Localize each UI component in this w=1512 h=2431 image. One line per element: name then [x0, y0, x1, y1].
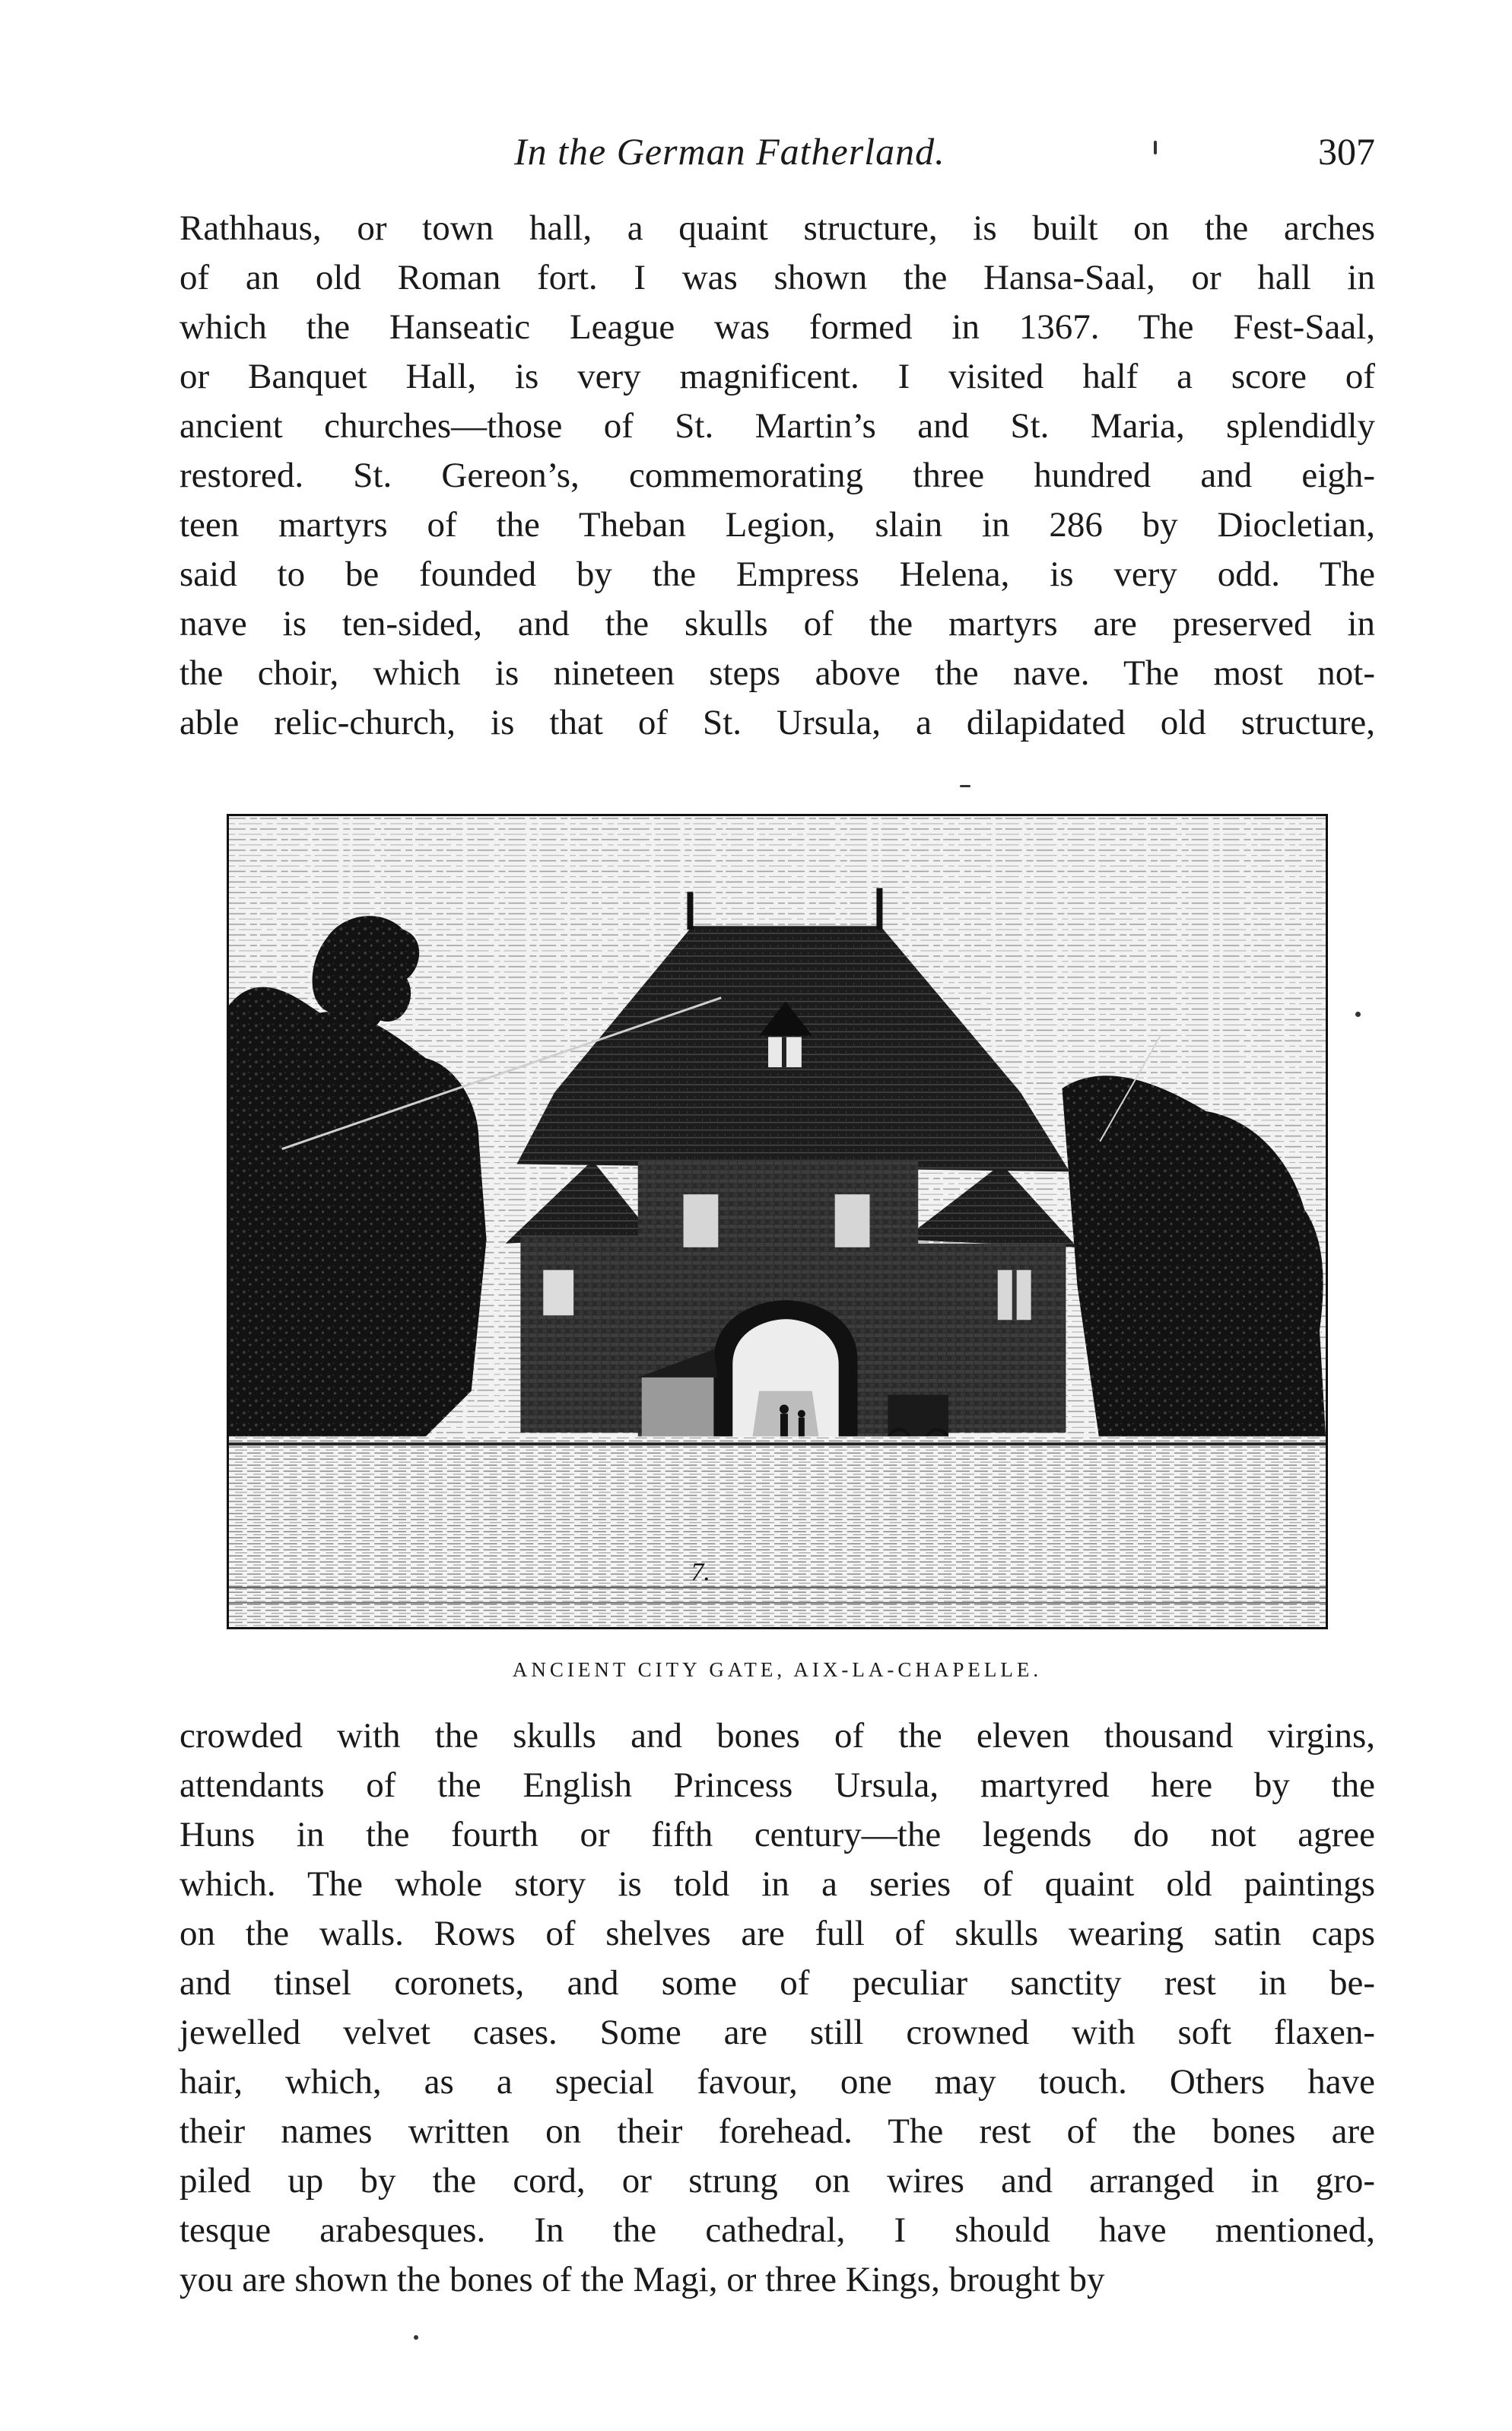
text-line: said to be founded by the Empress Helena, is very odd. The — [179, 555, 1375, 594]
ink-speck — [960, 785, 970, 787]
paragraph-1 — [179, 204, 1375, 748]
text-line: their names written on their forehead. The rest of the bones are — [179, 2112, 1375, 2151]
engraver-mark: 7. — [691, 1558, 710, 1587]
text-line: restored. St. Gereon’s, commemorating three hundred and eigh- — [179, 456, 1375, 495]
figure-caption: ANCIENT CITY GATE, AIX-LA-CHAPELLE. — [512, 1658, 1043, 1681]
text-line: the choir, which is nineteen steps above the nave. The most not- — [179, 653, 1375, 693]
ink-speck — [1355, 1012, 1361, 1017]
page-number: 307 — [1318, 130, 1375, 173]
text-line: attendants of the English Princess Ursula, martyred here by the — [179, 1765, 1375, 1805]
text-line: and tinsel coronets, and some of peculiar sanctity rest in be- — [179, 1963, 1375, 2003]
text-line: ancient churches—those of St. Martin’s and St. Maria, splendidly — [179, 406, 1375, 446]
text-line: on the walls. Rows of shelves are full of skulls wearing satin caps — [179, 1914, 1375, 1953]
paragraph-2 — [179, 1711, 1375, 2305]
text-line: which the Hanseatic League was formed in 1367. The Fest-Saal, — [179, 307, 1375, 347]
text-line: you are shown the bones of the Magi, or three Kings, brought by — [179, 2260, 1105, 2299]
city-gate-illustration — [229, 816, 1326, 1627]
text-line: able relic-church, is that of St. Ursula, a dilapidated old structure, — [179, 703, 1375, 742]
text-line: of an old Roman fort. I was shown the Hansa-Saal, or hall in — [179, 258, 1375, 297]
running-head — [179, 129, 1375, 183]
text-line: which. The whole story is told in a series of quaint old paintings — [179, 1864, 1375, 1904]
running-title: In the German Fatherland. — [514, 130, 945, 173]
text-line: Rathhaus, or town hall, a quaint structure, is built on the arches — [179, 208, 1375, 248]
text-line: hair, which, as a special favour, one may touch. Others have — [179, 2062, 1375, 2102]
text-line: nave is ten-sided, and the skulls of the martyrs are preserved in — [179, 604, 1375, 644]
text-line: piled up by the cord, or strung on wires and arranged in gro- — [179, 2161, 1375, 2201]
text-line: tesque arabesques. In the cathedral, I should have mentioned, — [179, 2210, 1375, 2250]
text-line: Huns in the fourth or fifth century—the legends do not agree — [179, 1815, 1375, 1854]
text-line: teen martyrs of the Theban Legion, slain in 286 by Diocletian, — [179, 505, 1375, 545]
ink-speck — [1154, 141, 1157, 154]
text-line: jewelled velvet cases. Some are still crowned with soft flaxen- — [179, 2013, 1375, 2052]
text-line: or Banquet Hall, is very magnificent. I visited half a score of — [179, 357, 1375, 396]
ink-speck — [414, 2335, 418, 2340]
text-line: crowded with the skulls and bones of the eleven thousand virgins, — [179, 1716, 1375, 1756]
engraving-city-gate — [227, 814, 1328, 1629]
